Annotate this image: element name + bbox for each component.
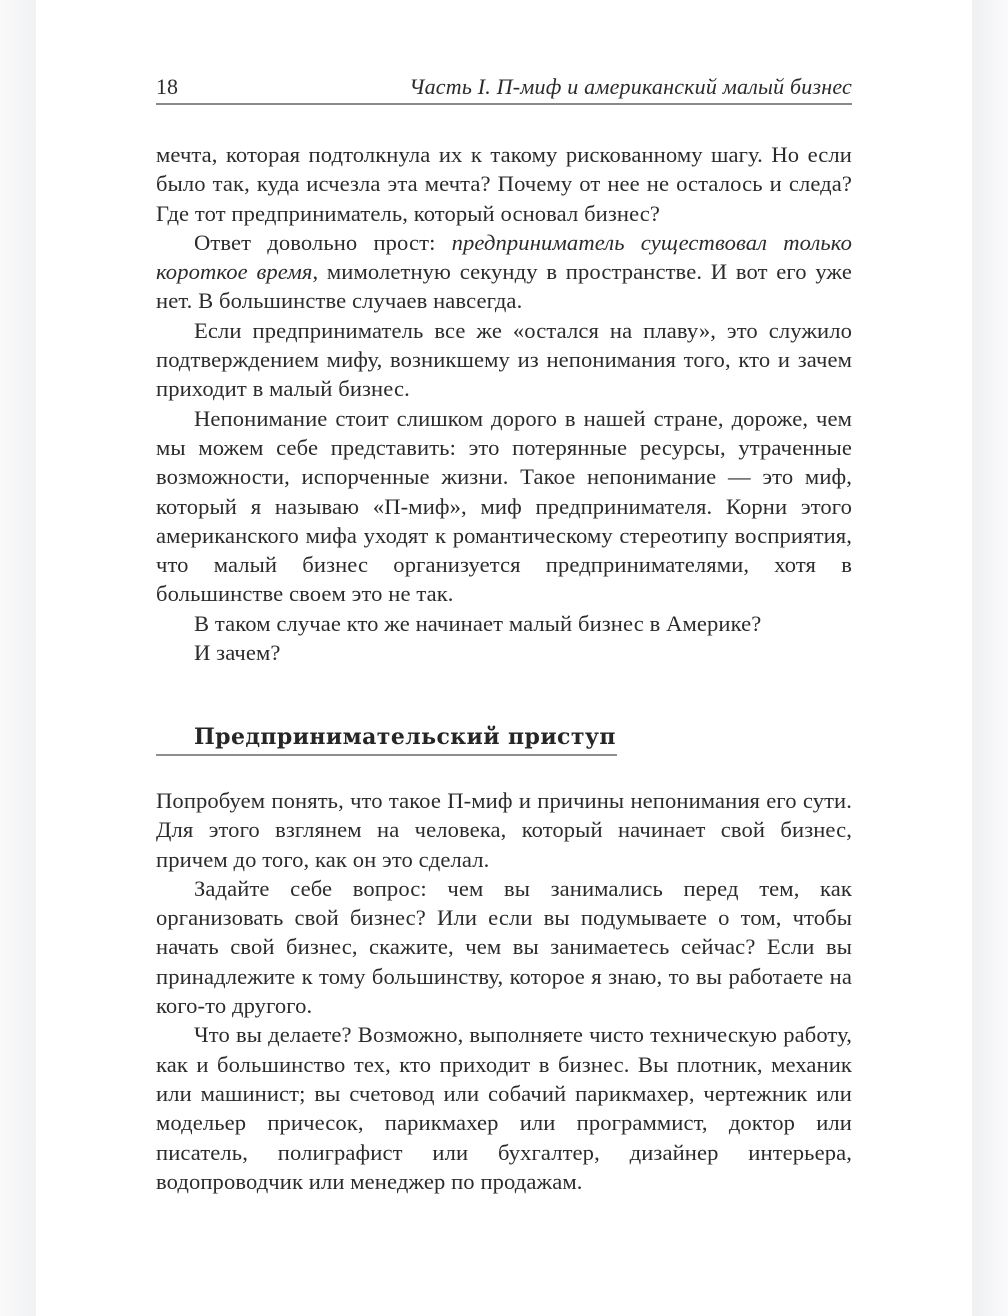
paragraph: Попробуем понять, что такое П-миф и причины непонимания его сути. Для этого взглянем на человека, который начинает свой бизнес, причем до того, как он это сделал. xyxy=(156,788,852,872)
viewer-margin-right xyxy=(972,0,1008,1316)
running-title: Часть I. П-миф и американский малый бизнес xyxy=(409,74,852,99)
paragraph xyxy=(156,228,852,316)
paragraph: Непонимание стоит слишком дорого в нашей стране, дороже, чем мы можем себе представить: это потерянные ресурсы, утраченные возможности, испорченные жизни. Такое непонимание — это миф, который я называю «П-миф», миф предпринимателя. Корни этого американского мифа уходят к романтическому стереотипу восприятия, что малый бизнес организуется предпринимателями, хотя в большинстве своем это не так. xyxy=(156,405,852,607)
paragraph: Что вы делаете? Возможно, выполняете чисто техническую работу, как и большинство тех, кто приходит в бизнес. Вы плотник, механик или машинист; вы счетовод или собачий парикмахер, чертежник или модельер причесок, парикмахер или программист, доктор или писатель, полиграфист или бухгалтер, дизайнер интерьера, водопроводчик или менеджер по продажам. xyxy=(156,1022,852,1194)
section-heading: Предпринимательский приступ xyxy=(156,722,617,756)
running-header xyxy=(156,74,852,105)
paragraph-tail: , мимолетную секунду в пространстве. И вот его уже нет. В большинстве случаев навсегда. xyxy=(156,259,852,314)
text-block-intro xyxy=(156,140,852,667)
paragraph: Если предприниматель все же «остался на плаву», это служило подтверждением мифу, возникшему из непонимания того, кто и зачем приходит в малый бизнес. xyxy=(156,317,852,402)
paragraph: Задайте себе вопрос: чем вы занимались перед тем, как организовать свой бизнес? Или если вы подумываете о том, чтобы начать свой бизнес, скажите, чем вы занимаетесь сейчас? Если вы принадлежите к тому большинству, которое я знаю, то вы работаете на кого-то другого. xyxy=(156,875,852,1019)
paragraph: И зачем? xyxy=(194,640,281,666)
page-number: 18 xyxy=(156,74,178,99)
paragraph-lead: Ответ довольно прост: xyxy=(194,229,452,255)
emphasized-text: предприниматель существовал только короткое время xyxy=(156,229,852,285)
book-page xyxy=(36,0,972,1316)
viewer-margin-left xyxy=(0,0,36,1316)
text-block-section xyxy=(156,786,852,1196)
paragraph: В таком случае кто же начинает малый бизнес в Америке? xyxy=(194,610,762,636)
paragraph: мечта, которая подтолкнула их к такому рискованному шагу. Но если было так, куда исчезла эта мечта? Почему от нее не осталось и следа? Где тот предприниматель, который основал бизнес? xyxy=(156,142,852,226)
